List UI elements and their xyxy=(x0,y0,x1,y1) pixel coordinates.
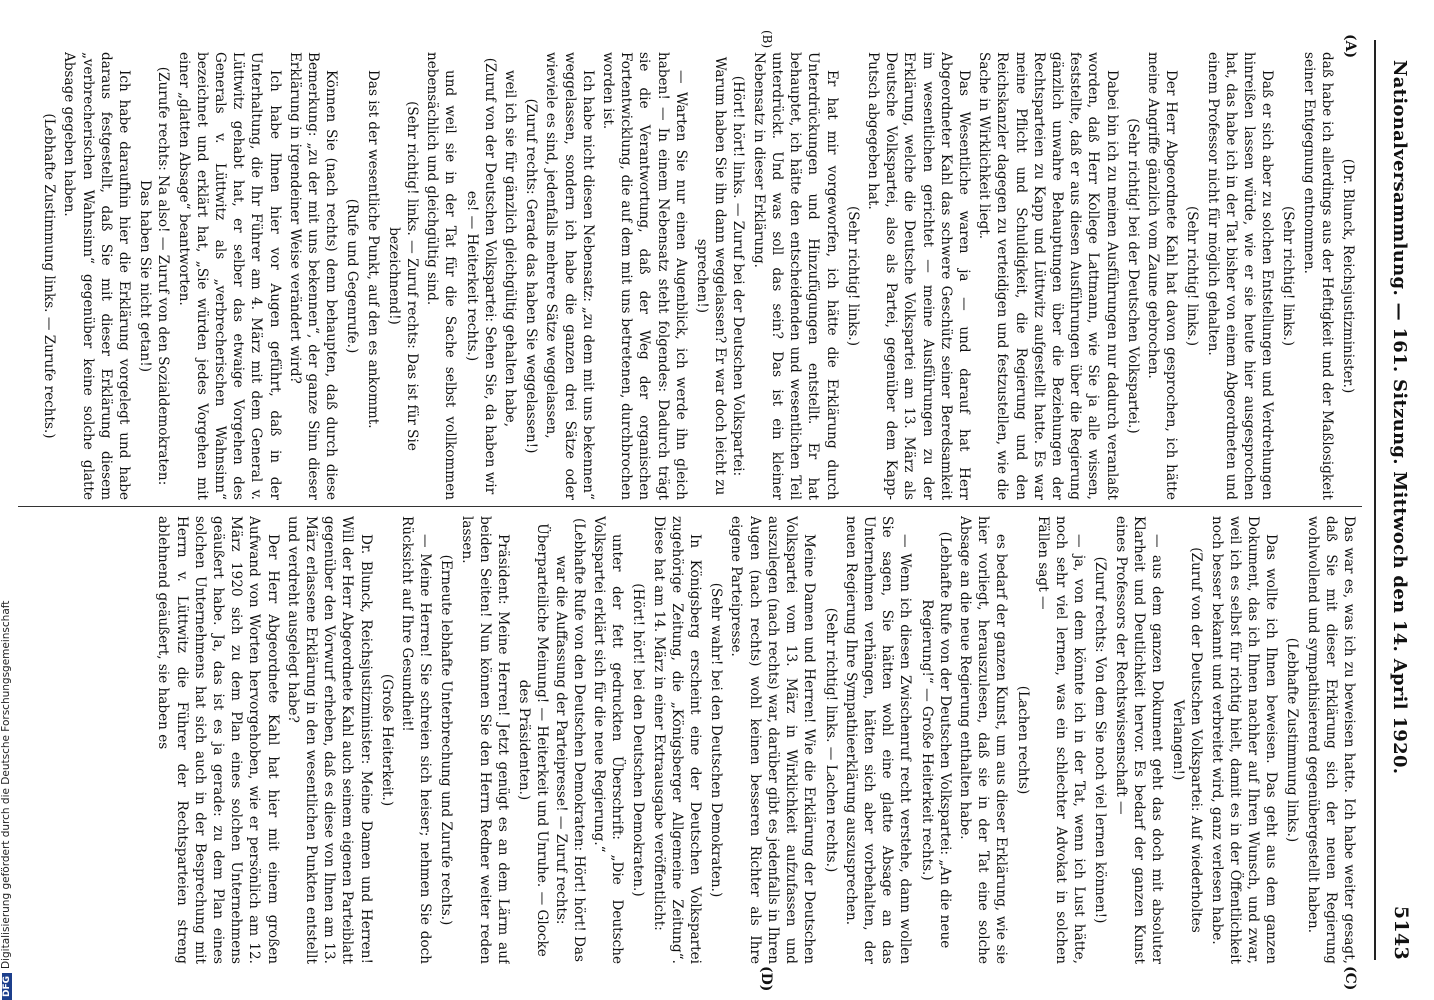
interjection: (Lachen rechts) xyxy=(1014,685,1031,795)
interjection: (Lebhafte Zustimmung links. — Zurufe rechts.) xyxy=(41,113,58,439)
paragraph: Können Sie (nach rechts) denn behaupten, daß durch diese Bemerkung: „zu der mit uns bekennen“, der ganze Sinn dieser Erklärung in irgendeiner Weise verändert wird? xyxy=(286,52,340,500)
paragraph: unter der fett gedruckten Überschrift: „Die Deutsche Volkspartei erklärt sich für die neue Regierung.“ xyxy=(591,516,626,964)
interjection: (Sehr richtig! links.) xyxy=(1184,205,1201,347)
interjection: (Sehr richtig! links. — Lachen rechts.) xyxy=(822,607,839,873)
interjection: (Rufe und Gegenrufe.) xyxy=(344,198,361,354)
paragraph: Das Wesentliche waren ja — und darauf hat Herr Abgeordneter Kahl das schwere Geschütz seiner Beredsamkeit im wesentlichen gerichtet — meine Ausführungen zu der Erklärung, welche die Deutsche Volkspartei am 13. März als Deutsche Volkspartei, also als Partei, gegenüber dem Kapp-Putsch abgegeben hat. xyxy=(864,52,972,500)
interjection: (Lebhafte Zustimmung links.) xyxy=(1284,637,1301,843)
paragraph: Präsident: Meine Herren! Jetzt genügt es an dem Lärm auf beiden Seiten! Nun können Sie den Herrn Redner weiter reden lassen. xyxy=(458,516,512,964)
paragraph: Das war es, was ich zu beweisen hatte. Ich habe weiter gesagt, daß Sie mit dieser Erklärung sich der neuen Regierung wohlwollend und sympathisierend gegenübergestellt haben. xyxy=(1304,516,1357,964)
paragraph: daß habe ich allerdings aus der Heftigkeit und der Maßlosigkeit seiner Entgegnung entnommen. xyxy=(1300,52,1335,500)
dfg-logo: DFG xyxy=(2,973,12,1000)
column-divider xyxy=(18,506,1362,507)
margin-marker-a: (A) xyxy=(1342,34,1358,59)
interjection: (Lebhafte Rufe von der Deutschen Volkspartei: „An die neue Regierung!“ — Große Heiterkeit rechts.) xyxy=(918,531,953,949)
paragraph: In Königsberg erscheint eine der Deutschen Volkspartei zugehörige Zeitung, die „Königsberger Allgemeine Zeitung“. Diese hat am 14. März in einer Extraausgabe veröffentlicht: xyxy=(650,516,704,964)
interjection: (Hört! hört! bei den Deutschen Demokraten.) xyxy=(630,583,647,897)
paragraph: Der Herr Abgeordnete Kahl hat davon gesprochen, ich hätte meine Angriffe gänzlich vom Zaune gebrochen. xyxy=(1144,52,1180,500)
interjection: (Zurufe rechts: Na also! — Zuruf von den Sozialdemokraten: Das haben Sie nicht getan!) xyxy=(137,66,172,486)
left-text-column xyxy=(18,52,1358,500)
interjection: (Hört! hört! links. — Zuruf bei der Deutschen Volkspartei: Warum haben Sie ihn dann weggelassen? Er war doch leicht zu sprechen!) xyxy=(694,56,747,496)
paragraph: Er hat mir vorgeworfen, ich hätte die Erklärung durch Unterdrückungen und Hinzufügungen entstellt. Er hat behauptet, ich hätte den entscheidenden und wesentlichen Teil unterdrückt. Und was soll das sein? Das ist ein kleiner Nebensatz in dieser Erklärung. xyxy=(750,52,840,500)
credit-text: Digitalisierung gefördert durch die Deutsche Forschungsgemeinschaft xyxy=(0,600,12,969)
interjection: (Große Heiterkeit.) xyxy=(378,673,395,807)
paragraph: Daß er sich aber zu solchen Entstellungen und Verdrehungen hinreißen lassen würde, wie er sie heute hier ausgesprochen hat, das habe ich in der Tat bisher von einem Abgeordneten und einem Professor nicht für möglich gehalten. xyxy=(1204,52,1276,500)
margin-marker-b: (B) xyxy=(760,30,774,49)
interjection: (Zuruf rechts: Von dem Sie noch viel lernen können!) xyxy=(1092,556,1109,924)
paragraph: Das wollte ich Ihnen beweisen. Das geht aus dem ganzen Dokument, das ich Ihnen nachher auf Ihren Wunsch, und zwar, weil ich es selbst für richtig hielt, damit es in der Öffentlichkeit noch besser bekannt und verbreitet wird, ganz verlesen habe. xyxy=(1208,516,1280,964)
paragraph: — Wenn ich diesen Zwischenruf recht verstehe, dann wollen Sie sagen, Sie hätten wohl eine glatte Absage an das Unternehmen verhängen, hätten sich aber vorbehalten, der neuen Regierung Ihre Sympathieerklärung auszusprechen. xyxy=(842,516,914,964)
paragraph: — ja, von dem könnte ich in der Tat, wenn ich Lust hätte, noch sehr viel lernen, was ein schlechter Advokat in solchen Fällen sagt — xyxy=(1034,516,1088,964)
paragraph: Der Herr Abgeordnete Kahl hat hier mit einem großen Aufwand von Worten hervorgehoben, wie er persönlich am 12. März 1920 sich zu dem Plan eines solchen Unternehmens geäußert habe. Ja, das ist es ja gerade: zu dem Plan eines solchen Unternehmens hat sich auch in der Besprechung mit Herrn v. Lüttwitz die Führer der Rechtsparteien streng ablehnend geäußert, sie haben es xyxy=(155,516,281,964)
page-header xyxy=(1380,40,1420,960)
interjection: (Sehr richtig! links.) xyxy=(844,205,861,347)
interjection: (Sehr richtig! links. — Zuruf rechts: Das ist für Sie bezeichnend!) xyxy=(385,101,421,451)
margin-marker-c: (C) xyxy=(1342,966,1358,991)
paragraph: Ich habe daraufhin hier die Erklärung vorgelegt und habe daraus festgestellt, daß Sie mit dieser Erklärung diesem „verbrecherischen Wahnsinn“ gegenüber keine solche glatte Absage gegeben haben. xyxy=(61,52,132,500)
interjection: (Lebhafte Rufe von den Deutschen Demokraten: Hört! hört! Das war die Auffassung der Parteipresse! — Zuruf rechts: Überparteiliche Meinung! — Heiterkeit und Unruhe. — Glocke des Präsidenten.) xyxy=(516,517,587,963)
paragraph: Dr. Blunck, Reichsjustizminister: Meine Damen und Herren! Will der Herr Abgeordnete Kahl auch seinem eigenen Parteiblatt gegenüber den Vorwurf erheben, daß es diese von Ihnen am 13. März erlassene Erklärung in den wesentlichen Punkten entstellt und verdreht ausgelegt habe? xyxy=(284,516,374,964)
paragraph: und weil sie in der Tat für die Sache selbst vollkommen nebensächlich und gleichgültig sind. xyxy=(424,52,459,500)
paragraph: — Warten Sie nur einen Augenblick, ich werde ihn gleich haben! — In einem Nebensatz steht folgendes: Dadurch trägt sie die Verantwortung, daß der Weg der organischen Fortentwicklung, die auf dem mit uns betretenen, durchbrochen worden ist. xyxy=(600,52,689,500)
page-number: 5143 xyxy=(1390,905,1412,960)
interjection: (Sehr wahr! bei den Deutschen Demokraten.) xyxy=(708,582,725,898)
interjection: (Zuruf von der Deutschen Volkspartei: Auf wiederholtes Verlangen!) xyxy=(1170,547,1205,933)
interjection: (Erneute lebhafte Unterbrechung und Zurufe rechts.) xyxy=(438,554,455,926)
paragraph: weil ich sie für gänzlich gleichgültig gehalten habe, xyxy=(502,70,519,428)
header-rule xyxy=(1374,40,1376,960)
paragraph: — aus dem ganzen Dokument geht das doch mit absoluter Klarheit und Deutlichkeit hervor. Es bedarf der ganzen Kunst eines Professors der Rechtswissenschaft — xyxy=(1112,516,1165,964)
paragraph: Dabei bin ich zu meinen Ausführungen nur dadurch veranlaßt worden, daß Herr Kollege Lattmann, wie Sie ja alle wissen, feststellte, daß er aus diesen Ausführungen über die Regierung gänzlich unwahre Behauptungen über die Beziehungen der Rechtsparteien zu Kapp und Lüttwitz aufgestellt hatte. Es war meine Pflicht und Schuldigkeit, die Regierung und den Reichskanzler dagegen zu verteidigen und festzustellen, wie die Sache in Wirklichkeit liegt. xyxy=(976,52,1120,500)
interjection: (Zuruf von der Deutschen Volkspartei: Sehen Sie, da haben wir es! — Heiterkeit rechts.) xyxy=(463,57,498,495)
paragraph: — Meine Herren! Sie schreien sich heiser; nehmen Sie doch Rücksicht auf Ihre Gesundheit! xyxy=(399,516,434,964)
paragraph: Ich habe nicht diesen Nebensatz: „zu dem mit uns bekennen“ weggelassen, sondern ich habe die ganzen drei Sätze oder wieviele es sind, jedenfalls mehrere Sätze weggelassen, xyxy=(543,52,596,500)
digitization-credit xyxy=(0,0,14,1000)
paragraph: Meine Damen und Herren! Wie die Erklärung der Deutschen Volkspartei vom 13. März in Wirklichkeit aufzufassen und auszulegen (nach rechts) war, darüber gibt es jedenfalls in Ihren Augen (nach rechts) wohl keinen besseren Richter als Ihre eigene Parteipresse. xyxy=(728,516,818,964)
interjection: (Sehr richtig! links.) xyxy=(1280,205,1297,347)
paragraph: Das ist der wesentliche Punkt, auf den es ankommt. xyxy=(364,70,381,429)
interjection: (Zuruf rechts: Gerade das haben Sie weggelassen!) xyxy=(523,98,540,454)
running-head: Nationalversammlung. — 161. Sitzung. Mittwoch den 14. April 1920. xyxy=(1389,60,1410,775)
paragraph: es bedarf der ganzen Kunst, um aus dieser Erklärung, wie sie hier vorliegt, herauszulesen, daß sie in der Tat eine solche Absage an die neue Regierung enthalten habe. xyxy=(956,516,1010,964)
interjection: (Dr. Blunck, Reichsjustizminister.) xyxy=(1340,158,1356,394)
margin-marker-d: (D) xyxy=(758,966,774,992)
paragraph: Ich habe Ihnen hier vor Augen geführt, daß in der Unterhaltung, die Ihr Führer am 4. März mit dem General v. Lüttwitz gehabt hat, er selber das etwaige Vorgehen des Generals v. Lüttwitz als „verbrecherischen Wahnsinn“ bezeichnet und erklärt hat, „Sie würden jedes Vorgehen mit einer „glatten Absage“ beantworten. xyxy=(175,52,283,500)
right-text-column xyxy=(18,516,1358,964)
interjection: (Sehr richtig! bei der Deutschen Volkspartei.) xyxy=(1124,118,1141,434)
